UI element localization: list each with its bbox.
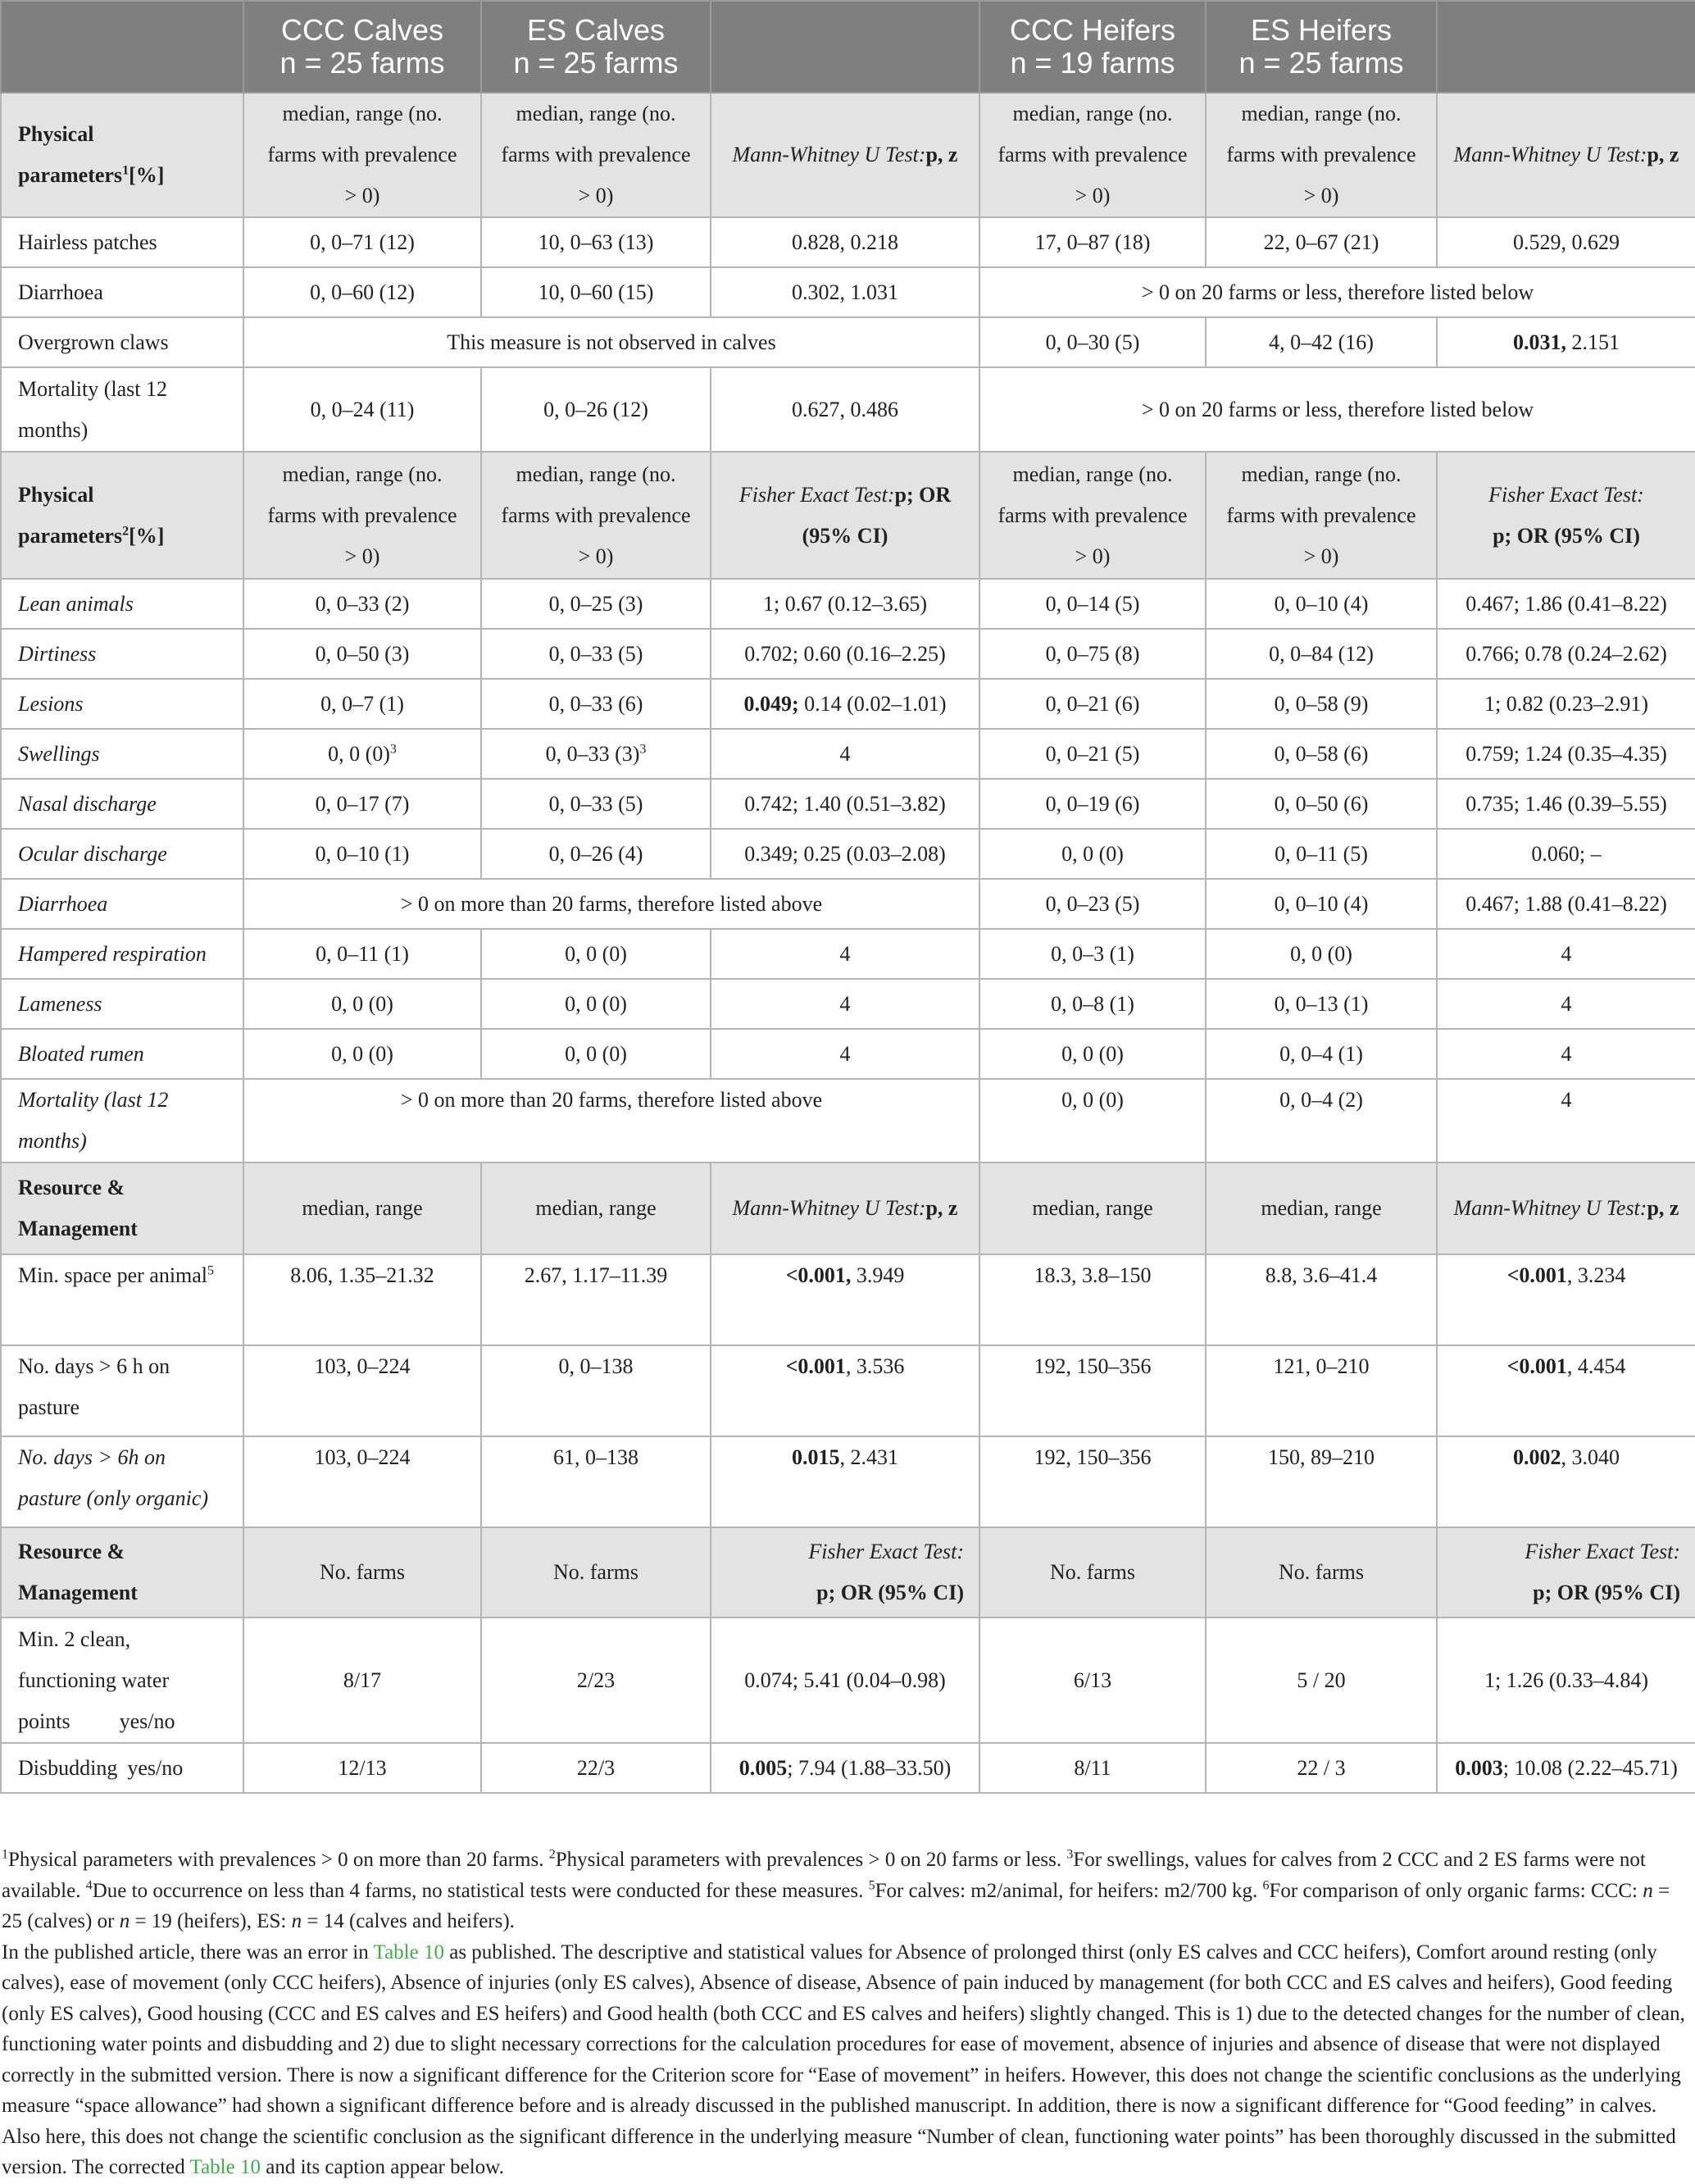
section-row-physical-1: [1, 93, 1695, 217]
cell-ccc-heifers: 192, 150–356: [979, 1436, 1206, 1527]
cell-calves-span: > 0 on more than 20 farms, therefore listed above: [243, 879, 979, 929]
cell-es-calves: 0, 0–33 (5): [481, 629, 711, 679]
cell-es-calves: 2/23: [481, 1618, 711, 1743]
row-label: Min. space per animal$^5$: [1, 1254, 243, 1345]
cell-test-calves: 4: [711, 1029, 979, 1079]
cell-es-heifers: 0, 0–13 (1): [1206, 979, 1437, 1029]
section-desc: No. farms: [979, 1527, 1206, 1618]
cell-es-calves: 0, 0–33 (5): [481, 779, 711, 829]
row-label: Overgrown claws: [1, 317, 243, 367]
section-row-resource-2: [1, 1527, 1695, 1618]
cell-heifers-span: > 0 on 20 farms or less, therefore listed below: [979, 267, 1695, 317]
cell-test-heifers: 0.467; 1.86 (0.41–8.22): [1437, 579, 1695, 629]
cell-es-calves: 10, 0–60 (15): [481, 267, 711, 317]
table-row: [1, 1029, 1695, 1079]
cell-test-heifers: 0.060; –: [1437, 829, 1695, 879]
row-label: Diarrhoea: [1, 879, 243, 929]
section-label: Resource & Management: [1, 1163, 243, 1254]
cell-es-heifers: 0, 0–10 (4): [1206, 579, 1437, 629]
cell-test-calves: 0.702; 0.60 (0.16–2.25): [711, 629, 979, 679]
cell-ccc-calves: 0, 0–10 (1): [243, 829, 481, 879]
cell-es-heifers: 8.8, 3.6–41.4: [1206, 1254, 1437, 1345]
cell-ccc-heifers: 0, 0–19 (6): [979, 779, 1206, 829]
cell-ccc-calves: 0, 0–60 (12): [243, 267, 481, 317]
cell-ccc-calves: 8.06, 1.35–21.32: [243, 1254, 481, 1345]
section-test: Mann-Whitney U Test:p, z: [711, 93, 979, 217]
cell-ccc-heifers: 6/13: [979, 1618, 1206, 1743]
cell-ccc-heifers: 0, 0–21 (5): [979, 729, 1206, 779]
section-desc: median, range (no. farms with prevalence > 0): [979, 452, 1206, 579]
cell-ccc-heifers: 17, 0–87 (18): [979, 217, 1206, 267]
row-label: Lean animals: [1, 579, 243, 629]
row-label: Nasal discharge: [1, 779, 243, 829]
section-label: Physical parameters$^2$[%]: [1, 452, 243, 579]
section-desc: median, range (no. farms with prevalence > 0): [243, 93, 481, 217]
cell-ccc-heifers: 0, 0–30 (5): [979, 317, 1206, 367]
cell-es-calves: 61, 0–138: [481, 1436, 711, 1527]
cell-ccc-heifers: 0, 0–75 (8): [979, 629, 1206, 679]
cell-es-calves: 0, 0–26 (4): [481, 829, 711, 879]
cell-ccc-heifers: 8/11: [979, 1743, 1206, 1793]
cell-es-calves: 0, 0–26 (12): [481, 367, 711, 452]
table-row: [1, 1254, 1695, 1345]
cell-test-heifers: 0.735; 1.46 (0.39–5.55): [1437, 779, 1695, 829]
header-es-heifers: [1206, 1, 1437, 93]
cell-ccc-heifers: 0, 0 (0): [979, 1079, 1206, 1163]
row-label: Diarrhoea: [1, 267, 243, 317]
table-row: [1, 1345, 1695, 1436]
cell-test-heifers: 0.002, 3.040: [1437, 1436, 1695, 1527]
header-ccc-calves-n: n = 25 farms: [279, 46, 445, 80]
cell-ccc-heifers: 18.3, 3.8–150: [979, 1254, 1206, 1345]
cell-ccc-calves: 0, 0–24 (11): [243, 367, 481, 452]
cell-es-heifers: 4, 0–42 (16): [1206, 317, 1437, 367]
section-desc: median, range (no. farms with prevalence > 0): [1206, 93, 1437, 217]
table-row: [1, 267, 1695, 317]
table-row: [1, 729, 1695, 779]
header-ccc-heifers-n: n = 19 farms: [1010, 46, 1175, 80]
section-test: Fisher Exact Test: p; OR (95% CI): [1437, 452, 1695, 579]
section-desc: median, range (no. farms with prevalence > 0): [979, 93, 1206, 217]
cell-ccc-calves: 0, 0 $(0)^3$: [243, 729, 481, 779]
cell-test-heifers: <0.001, 3.234: [1437, 1254, 1695, 1345]
section-desc: median, range: [1206, 1163, 1437, 1254]
table-row: [1, 1079, 1695, 1163]
cell-ccc-calves: 12/13: [243, 1743, 481, 1793]
cell-ccc-calves: 0, 0–11 (1): [243, 929, 481, 979]
cell-es-calves: 0, 0 (0): [481, 929, 711, 979]
header-ccc-heifers: [979, 1, 1206, 93]
cell-es-calves: 22/3: [481, 1743, 711, 1793]
header-test-heifers: [1437, 1, 1695, 93]
header-es-heifers-n: n = 25 farms: [1238, 46, 1404, 80]
cell-ccc-heifers: 192, 150–356: [979, 1345, 1206, 1436]
header-ccc-calves: [243, 1, 481, 93]
cell-calves-span: This measure is not observed in calves: [243, 317, 979, 367]
table-row: [1, 367, 1695, 452]
table-row: [1, 579, 1695, 629]
header-es-calves-n: n = 25 farms: [513, 46, 679, 80]
cell-es-heifers: 121, 0–210: [1206, 1345, 1437, 1436]
row-label: No. days > 6 h on pasture: [1, 1345, 243, 1436]
section-test: Fisher Exact Test: p; OR (95% CI): [711, 1527, 979, 1618]
section-desc: No. farms: [243, 1527, 481, 1618]
table-row: [1, 829, 1695, 879]
row-label: Hairless patches: [1, 217, 243, 267]
cell-es-calves: 0, 0 (0): [481, 979, 711, 1029]
section-desc: median, range (no. farms with prevalence > 0): [481, 93, 711, 217]
cell-es-heifers: 0, 0–50 (6): [1206, 779, 1437, 829]
table-row: [1, 779, 1695, 829]
header-ccc-heifers-title: CCC Heifers: [1009, 13, 1176, 47]
cell-test-calves: 4: [711, 729, 979, 779]
table-row: [1, 1618, 1695, 1743]
cell-test-calves: 0.302, 1.031: [711, 267, 979, 317]
cell-ccc-heifers: 0, 0–8 (1): [979, 979, 1206, 1029]
cell-ccc-heifers: 0, 0–21 (6): [979, 679, 1206, 729]
section-desc: median, range: [979, 1163, 1206, 1254]
cell-es-heifers: 5 / 20: [1206, 1618, 1437, 1743]
cell-test-calves: 1; 0.67 (0.12–3.65): [711, 579, 979, 629]
cell-test-calves: 0.828, 0.218: [711, 217, 979, 267]
header-empty-cell: [1, 1, 243, 93]
cell-test-heifers: <0.001, 4.454: [1437, 1345, 1695, 1436]
cell-ccc-calves: 0, 0–71 (12): [243, 217, 481, 267]
cell-es-calves: 2.67, 1.17–11.39: [481, 1254, 711, 1345]
cell-ccc-calves: 0, 0–33 (2): [243, 579, 481, 629]
section-desc: median, range: [243, 1163, 481, 1254]
section-desc: No. farms: [481, 1527, 711, 1618]
cell-ccc-calves: 0, 0 (0): [243, 1029, 481, 1079]
cell-es-calves: 0, 0 (0): [481, 1029, 711, 1079]
row-label: Lesions: [1, 679, 243, 729]
row-label: No. days > 6h on pasture (only organic): [1, 1436, 243, 1527]
cell-test-calves: 0.349; 0.25 (0.03–2.08): [711, 829, 979, 879]
section-label: Resource & Management: [1, 1527, 243, 1618]
cell-test-heifers: 0.766; 0.78 (0.24–2.62): [1437, 629, 1695, 679]
cell-es-heifers: 0, 0–58 (6): [1206, 729, 1437, 779]
cell-test-heifers: 1; 1.26 (0.33–4.84): [1437, 1618, 1695, 1743]
cell-es-heifers: 22 / 3: [1206, 1743, 1437, 1793]
section-test: Fisher Exact Test:p; OR (95% CI): [711, 452, 979, 579]
cell-test-heifers: 4: [1437, 929, 1695, 979]
cell-es-heifers: 0, 0–11 (5): [1206, 829, 1437, 879]
row-label: Mortality (last 12 months): [1, 1079, 243, 1163]
section-row-physical-2: [1, 452, 1695, 579]
row-label: Mortality (last 12 months): [1, 367, 243, 452]
row-label: Hampered respiration: [1, 929, 243, 979]
section-test: Fisher Exact Test: p; OR (95% CI): [1437, 1527, 1695, 1618]
row-label: Bloated rumen: [1, 1029, 243, 1079]
cell-es-heifers: 0, 0 (0): [1206, 929, 1437, 979]
cell-ccc-calves: 0, 0–50 (3): [243, 629, 481, 679]
cell-test-heifers: 1; 0.82 (0.23–2.91): [1437, 679, 1695, 729]
table-row: [1, 679, 1695, 729]
cell-test-heifers: 0.759; 1.24 (0.35–4.35): [1437, 729, 1695, 779]
cell-calves-span: > 0 on more than 20 farms, therefore listed above: [243, 1079, 979, 1163]
cell-es-heifers: 22, 0–67 (21): [1206, 217, 1437, 267]
cell-es-calves: 0, 0–33 $(3)^3$: [481, 729, 711, 779]
table-row: [1, 217, 1695, 267]
cell-ccc-calves: 103, 0–224: [243, 1345, 481, 1436]
cell-ccc-heifers: 0, 0 (0): [979, 1029, 1206, 1079]
cell-ccc-heifers: 0, 0–14 (5): [979, 579, 1206, 629]
section-test: Mann-Whitney U Test:p, z: [711, 1163, 979, 1254]
correction-paragraph: In the published article, there was an error in Table 10 as published. The descriptive and statistical values for Absence of prolonged thirst (only ES calves and CCC heifers), Comfort around resting (only calves), ease of movement (only CCC heifers), Absence of injuries (only ES calves), Absence of disease, Absence of pain induced by management (for both CCC and ES calves and heifers), Good feeding (only ES calves), Good housing (CCC and ES calves and ES heifers) and Good health (both CCC and ES calves and heifers) slightly changed. This is 1) due to the detected changes for the number of clean, functioning water points and disbudding and 2) due to slight necessary corrections for the calculation procedures for ease of movement, absence of injuries and absence of disease that were not displayed correctly in the submitted version. There is now a significant difference for the Criterion score for “Ease of movement” in heifers. However, this does not change the scientific conclusions as the underlying measure “space allowance” had shown a significant difference before and is already discussed in the published manuscript. In addition, there is now a significant difference for “Good feeding” in calves. Also here, this does not change the scientific conclusion as the significant difference in the underlying measure “Number of clean, functioning water points” has been thoroughly discussed in the submitted version. The corrected Table 10 and its caption appear below.: [2, 1941, 1685, 2178]
cell-test-heifers: 4: [1437, 979, 1695, 1029]
header-es-calves: [481, 1, 711, 93]
cell-test-heifers: 0.467; 1.88 (0.41–8.22): [1437, 879, 1695, 929]
cell-heifers-span: > 0 on 20 farms or less, therefore listed below: [979, 367, 1695, 452]
header-es-calves-title: ES Calves: [526, 13, 666, 47]
section-row-resource-1: [1, 1163, 1695, 1254]
section-desc: median, range: [481, 1163, 711, 1254]
cell-test-calves: 0.627, 0.486: [711, 367, 979, 452]
table-row: [1, 1743, 1695, 1793]
cell-test-heifers: 0.003; 10.08 (2.22–45.71): [1437, 1743, 1695, 1793]
table-row: [1, 1436, 1695, 1527]
section-desc: median, range (no. farms with prevalence > 0): [481, 452, 711, 579]
cell-ccc-calves: 0, 0–17 (7): [243, 779, 481, 829]
cell-ccc-heifers: 0, 0–23 (5): [979, 879, 1206, 929]
cell-test-calves: <0.001, 3.536: [711, 1345, 979, 1436]
row-label: Ocular discharge: [1, 829, 243, 879]
cell-ccc-calves: 103, 0–224: [243, 1436, 481, 1527]
table-row: [1, 879, 1695, 929]
cell-test-heifers: 4: [1437, 1029, 1695, 1079]
cell-test-heifers: 4: [1437, 1079, 1695, 1163]
table-row: [1, 929, 1695, 979]
cell-ccc-calves: 0, 0 (0): [243, 979, 481, 1029]
cell-test-calves: 4: [711, 979, 979, 1029]
cell-test-heifers: 0.031, 2.151: [1437, 317, 1695, 367]
cell-es-calves: 0, 0–25 (3): [481, 579, 711, 629]
cell-test-calves: 0.005; 7.94 (1.88–33.50): [711, 1743, 979, 1793]
row-label: Dirtiness: [1, 629, 243, 679]
cell-es-heifers: 0, 0–4 (2): [1206, 1079, 1437, 1163]
section-desc: median, range (no. farms with prevalence > 0): [243, 452, 481, 579]
cell-test-calves: 0.074; 5.41 (0.04–0.98): [711, 1618, 979, 1743]
section-desc: median, range (no. farms with prevalence > 0): [1206, 452, 1437, 579]
table-row: [1, 317, 1695, 367]
section-desc: No. farms: [1206, 1527, 1437, 1618]
cell-test-calves: <0.001, 3.949: [711, 1254, 979, 1345]
section-test: Mann-Whitney U Test:p, z: [1437, 93, 1695, 217]
table-footnotes: $^1$Physical parameters with prevalences > 0 on more than 20 farms. $^2$Physical parameters with prevalences > 0 on 20 farms or less. $^3$For swellings, values for calves from 2 CCC and 2 ES farms were not available. $^4$Due to occurrence on less than 4 farms, no statistical tests were conducted for these measures. $^5$For calves: m2/animal, for heifers: m2/700 kg. $^6$For comparison of only organic farms: CCC: n = 25 (calves) or n = 19 (heifers), ES: n = 14 (calves and heifers).: [2, 1847, 1670, 1932]
section-label: Physical parameters$^1$[%]: [1, 93, 243, 217]
cell-es-calves: 0, 0–138: [481, 1345, 711, 1436]
cell-test-calves: 4: [711, 929, 979, 979]
header-test-calves: [711, 1, 979, 93]
row-label: Swellings: [1, 729, 243, 779]
row-label: Disbudding yes/no: [1, 1743, 243, 1793]
cell-ccc-heifers: 0, 0–3 (1): [979, 929, 1206, 979]
table-header-row: [1, 1, 1695, 93]
cell-es-calves: 0, 0–33 (6): [481, 679, 711, 729]
cell-es-heifers: 0, 0–58 (9): [1206, 679, 1437, 729]
cell-test-heifers: 0.529, 0.629: [1437, 217, 1695, 267]
table-10-link[interactable]: Table 10: [373, 1941, 444, 1963]
cell-test-calves: 0.049; 0.14 (0.02–1.01): [711, 679, 979, 729]
row-label: Lameness: [1, 979, 243, 1029]
table-10-link[interactable]: Table 10: [189, 2156, 261, 2178]
cell-ccc-calves: 8/17: [243, 1618, 481, 1743]
row-label: Min. 2 clean, functioning water points yes/no: [1, 1618, 243, 1743]
cell-es-calves: 10, 0–63 (13): [481, 217, 711, 267]
table-row: [1, 629, 1695, 679]
cell-ccc-heifers: 0, 0 (0): [979, 829, 1206, 879]
footnotes-block: [2, 1845, 1690, 2183]
cell-test-calves: 0.015, 2.431: [711, 1436, 979, 1527]
cell-es-heifers: 0, 0–4 (1): [1206, 1029, 1437, 1079]
header-ccc-calves-title: CCC Calves: [280, 13, 444, 47]
cell-ccc-calves: 0, 0–7 (1): [243, 679, 481, 729]
cell-es-heifers: 0, 0–84 (12): [1206, 629, 1437, 679]
cell-test-calves: 0.742; 1.40 (0.51–3.82): [711, 779, 979, 829]
cell-es-heifers: 0, 0–10 (4): [1206, 879, 1437, 929]
header-es-heifers-title: ES Heifers: [1250, 13, 1393, 47]
table-row: [1, 979, 1695, 1029]
section-test: Mann-Whitney U Test:p, z: [1437, 1163, 1695, 1254]
cell-es-heifers: 150, 89–210: [1206, 1436, 1437, 1527]
